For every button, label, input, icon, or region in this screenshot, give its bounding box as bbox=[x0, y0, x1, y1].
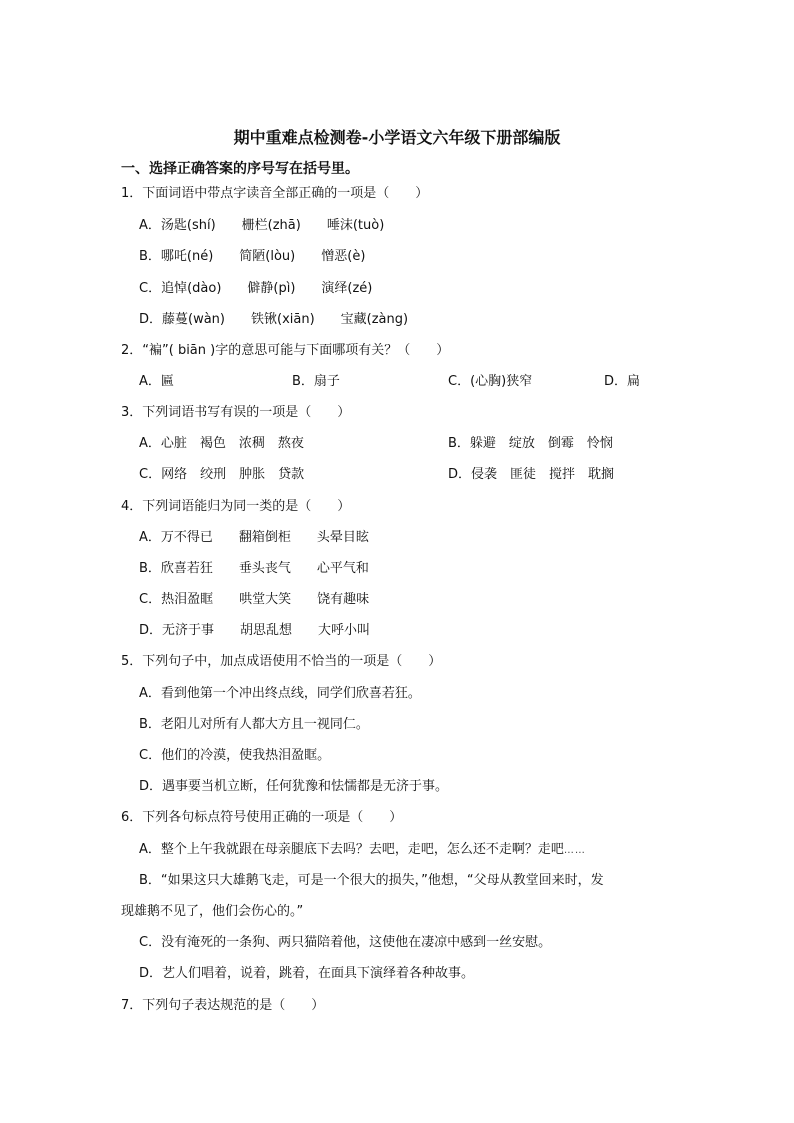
question-6-option-c: C．没有淹死的一条狗、两只猫陪着他，这使他在凄凉中感到一丝安慰。 bbox=[139, 935, 552, 950]
question-4-option-d: D．无济于事 胡思乱想 大呼小叫 bbox=[139, 623, 371, 638]
question-1-stem: 1．下面词语中带点字读音全部正确的一项是（ ） bbox=[121, 186, 429, 201]
question-5-option-b: B．老阳儿对所有人都大方且一视同仁。 bbox=[139, 717, 369, 732]
question-1-option-b: B．哪吒(né) 简陋(lòu) 憎恶(è) bbox=[139, 249, 366, 264]
question-4-option-c: C．热泪盈眶 哄堂大笑 饶有趣味 bbox=[139, 592, 370, 607]
question-6-option-a bbox=[139, 840, 586, 861]
question-3-option-c: C．网络 绞刑 肿胀 贷款 bbox=[139, 467, 305, 482]
question-1-option-d: D．藤蔓(wàn) 铁锹(xiān) 宝藏(zàng) bbox=[139, 312, 409, 327]
question-5-option-a: A．看到他第一个冲出终点线，同学们欣喜若狂。 bbox=[139, 686, 421, 701]
question-2-stem: 2．“褊”( biān )字的意思可能与下面哪项有关？（ ） bbox=[121, 343, 450, 358]
question-2-option-b: B．扇子 bbox=[292, 374, 340, 389]
question-5-option-d: D．遇事要当机立断，任何犹豫和怯懦都是无济于事。 bbox=[139, 779, 449, 794]
section-heading: 一、选择正确答案的序号写在括号里。 bbox=[121, 161, 359, 177]
question-5-option-c: C．他们的冷漠，使我热泪盈眶。 bbox=[139, 748, 331, 763]
question-3-option-a: A．心脏 褐色 浓稠 熬夜 bbox=[139, 436, 304, 451]
question-2-option-c: C．(心胸)狭窄 bbox=[448, 374, 533, 389]
question-4-option-b: B．欣喜若狂 垂头丧气 心平气和 bbox=[139, 561, 369, 576]
question-3-option-d: D．侵袭 匪徒 搅拌 耽搁 bbox=[448, 467, 615, 482]
question-4-option-a: A．万不得已 翻箱倒柜 头晕目眩 bbox=[139, 530, 369, 545]
question-2-option-d: D．扁 bbox=[604, 374, 641, 389]
question-6-option-b-line2: 现雄鹅不见了，他们会伤心的。” bbox=[121, 904, 304, 919]
question-7-stem: 7．下列句子表达规范的是（ ） bbox=[121, 998, 325, 1013]
question-3-option-b: B．躲避 绽放 倒霉 怜悯 bbox=[448, 436, 613, 451]
question-4-stem: 4．下列词语能归为同一类的是（ ） bbox=[121, 499, 351, 514]
question-1-option-a: A．汤匙(shí) 栅栏(zhā) 唾沫(tuò) bbox=[139, 218, 385, 233]
question-1-option-c: C．追悼(dào) 僻静(pì) 演绎(zé) bbox=[139, 281, 373, 296]
question-6-option-a-text: A．整个上午我就跟在母亲腿底下去吗？去吧，走吧，怎么还不走啊？走吧 bbox=[139, 842, 564, 857]
question-2-option-a: A．匾 bbox=[139, 374, 174, 389]
question-6-option-d: D．艺人们唱着，说着，跳着，在面具下演绎着各种故事。 bbox=[139, 966, 475, 981]
ellipsis: …… bbox=[563, 845, 586, 856]
question-5-stem: 5．下列句子中，加点成语使用不恰当的一项是（ ） bbox=[121, 654, 442, 669]
question-3-stem: 3．下列词语书写有误的一项是（ ） bbox=[121, 405, 351, 420]
question-6-option-b-line1: B．“如果这只大雄鹅飞走，可是一个很大的损失，”他想，“父母从教堂回来时，发 bbox=[139, 873, 604, 888]
page-title: 期中重难点检测卷-小学语文六年级下册部编版 bbox=[233, 128, 561, 147]
question-6-stem: 6．下列各句标点符号使用正确的一项是（ ） bbox=[121, 810, 403, 825]
